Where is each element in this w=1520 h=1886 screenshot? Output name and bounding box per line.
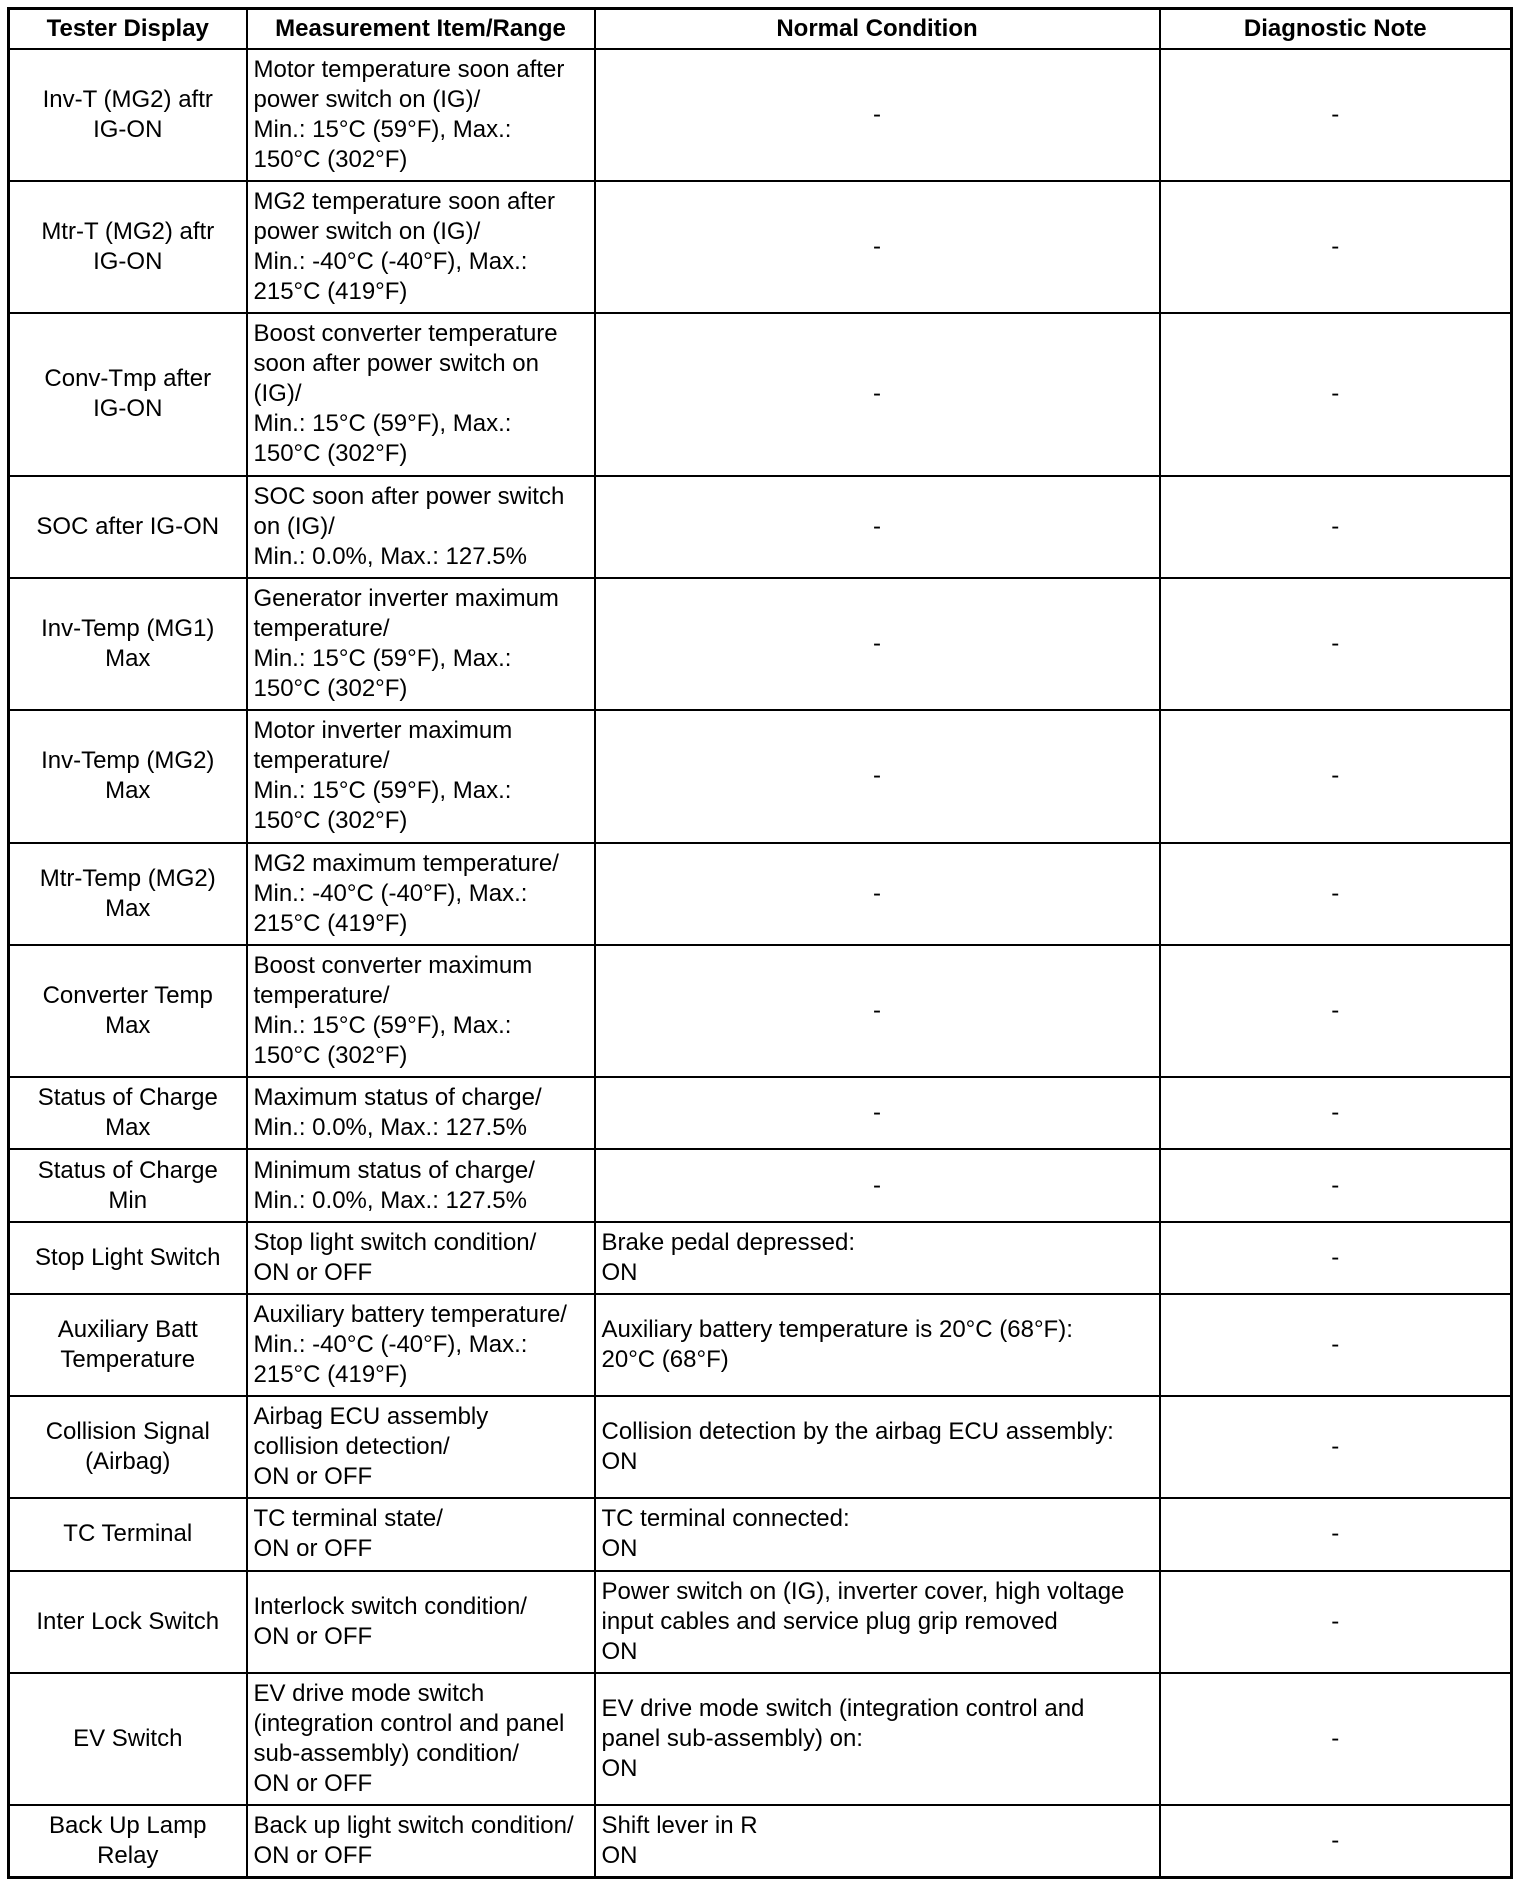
diagnostic-note-cell: [1160, 843, 1512, 945]
table-row: [9, 1077, 1512, 1149]
diagnostic-note-cell-text: -: [1331, 512, 1340, 540]
table-body: [9, 49, 1512, 1878]
diagnostic-note-cell: [1160, 476, 1512, 578]
diagnostic-note-cell: [1160, 1077, 1512, 1149]
table-row: [9, 1571, 1512, 1673]
normal-condition-cell-text: -: [873, 879, 881, 907]
diagnostic-note-cell-text: -: [1331, 762, 1340, 790]
measurement-cell-text: Motor temperature soon after power switch on (IG)/ Min.: 15°C (59°F), Max.: 150°C (302°F): [253, 55, 565, 173]
diagnostic-note-cell-text: -: [1331, 1724, 1340, 1752]
table-row: [9, 1222, 1512, 1294]
table-row: [9, 1294, 1512, 1396]
diagnostic-note-cell-text: -: [1331, 1099, 1340, 1127]
tester-display-cell: [9, 1294, 247, 1396]
header-tester-display: Tester Display: [9, 9, 247, 49]
tester-display-cell: [9, 1673, 247, 1805]
diagnostic-note-cell: [1160, 49, 1512, 181]
diagnostic-data-table: [7, 7, 1513, 1879]
table-row: [9, 1805, 1512, 1877]
table-row: [9, 49, 1512, 181]
measurement-cell: [247, 181, 595, 313]
tester-display-cell-text: Inv-Temp (MG2) Max: [41, 747, 215, 805]
measurement-cell-text: Stop light switch condition/ ON or OFF: [253, 1228, 537, 1286]
diagnostic-note-cell-text: -: [1331, 1171, 1340, 1199]
normal-condition-cell-text: -: [873, 512, 881, 540]
normal-condition-cell: [595, 1673, 1160, 1805]
tester-display-cell-text: Mtr-T (MG2) aftr IG-ON: [41, 218, 215, 276]
tester-display-cell-text: Stop Light Switch: [35, 1243, 221, 1271]
measurement-cell: [247, 1077, 595, 1149]
table-header-row: [9, 9, 1512, 49]
tester-display-cell-text: Mtr-Temp (MG2) Max: [39, 864, 216, 922]
table-row: [9, 1149, 1512, 1221]
diagnostic-note-cell-text: -: [1331, 630, 1340, 658]
normal-condition-cell: [595, 313, 1160, 475]
normal-condition-cell: [595, 710, 1160, 842]
measurement-cell-text: TC terminal state/ ON or OFF: [253, 1505, 443, 1563]
diagnostic-note-cell-text: -: [1331, 1433, 1340, 1461]
diagnostic-note-cell-text: -: [1331, 1607, 1340, 1635]
measurement-cell-text: Boost converter maximum temperature/ Min.: 15°C (59°F), Max.: 150°C (302°F): [253, 952, 533, 1070]
normal-condition-cell: [595, 843, 1160, 945]
normal-condition-cell: [595, 476, 1160, 578]
tester-display-cell: [9, 1805, 247, 1877]
normal-condition-cell-text: -: [873, 380, 881, 408]
measurement-cell-text: Interlock switch condition/ ON or OFF: [253, 1592, 527, 1650]
measurement-cell: [247, 313, 595, 475]
table-row: [9, 313, 1512, 475]
tester-display-cell-text: Back Up Lamp Relay: [49, 1812, 207, 1870]
measurement-cell-text: Motor inverter maximum temperature/ Min.: 15°C (59°F), Max.: 150°C (302°F): [253, 717, 513, 835]
measurement-cell: [247, 1149, 595, 1221]
tester-display-cell-text: SOC after IG-ON: [36, 512, 220, 540]
diagnostic-note-cell-text: -: [1331, 233, 1340, 261]
measurement-cell: [247, 1571, 595, 1673]
measurement-cell-text: Minimum status of charge/ Min.: 0.0%, Max.: 127.5%: [253, 1156, 535, 1214]
normal-condition-cell-text: Brake pedal depressed: ON: [601, 1228, 855, 1286]
tester-display-cell: [9, 1396, 247, 1498]
normal-condition-cell-text: Shift lever in R ON: [601, 1812, 758, 1870]
tester-display-cell: [9, 710, 247, 842]
diagnostic-note-cell-text: -: [1331, 380, 1340, 408]
normal-condition-cell: [595, 1805, 1160, 1877]
tester-display-cell-text: Status of Charge Min: [37, 1156, 218, 1214]
tester-display-cell-text: Inv-T (MG2) aftr IG-ON: [42, 85, 213, 143]
diagnostic-note-cell: [1160, 578, 1512, 710]
diagnostic-note-cell: [1160, 1149, 1512, 1221]
tester-display-cell-text: Inv-Temp (MG1) Max: [41, 615, 215, 673]
measurement-cell: [247, 1294, 595, 1396]
measurement-cell: [247, 945, 595, 1077]
normal-condition-cell: [595, 578, 1160, 710]
tester-display-cell: [9, 578, 247, 710]
tester-display-cell-text: Status of Charge Max: [37, 1084, 218, 1142]
tester-display-cell: [9, 476, 247, 578]
diagnostic-note-cell: [1160, 1222, 1512, 1294]
tester-display-cell-text: EV Switch: [73, 1724, 183, 1752]
normal-condition-cell-text: -: [873, 233, 881, 261]
normal-condition-cell-text: Auxiliary battery temperature is 20°C (68°F): 20°C (68°F): [601, 1315, 1073, 1373]
measurement-cell-text: Boost converter temperature soon after power switch on (IG)/ Min.: 15°C (59°F), Max.: 150°C (302°F): [253, 320, 558, 468]
table-row: [9, 945, 1512, 1077]
measurement-cell: [247, 1396, 595, 1498]
diagnostic-note-cell-text: -: [1331, 100, 1340, 128]
normal-condition-cell-text: -: [873, 762, 881, 790]
diagnostic-note-cell-text: -: [1331, 1520, 1340, 1548]
measurement-cell: [247, 49, 595, 181]
diagnostic-note-cell: [1160, 1805, 1512, 1877]
tester-display-cell-text: Collision Signal (Airbag): [45, 1418, 210, 1476]
normal-condition-cell: [595, 1149, 1160, 1221]
measurement-cell: [247, 1498, 595, 1570]
table-row: [9, 476, 1512, 578]
measurement-cell-text: MG2 temperature soon after power switch on (IG)/ Min.: -40°C (-40°F), Max.: 215°C (419°F): [253, 188, 555, 306]
measurement-cell-text: Back up light switch condition/ ON or OFF: [253, 1812, 574, 1870]
tester-display-cell: [9, 181, 247, 313]
diagnostic-note-cell: [1160, 1673, 1512, 1805]
table-row: [9, 710, 1512, 842]
measurement-cell-text: SOC soon after power switch on (IG)/ Min.: 0.0%, Max.: 127.5%: [253, 482, 565, 570]
table-row: [9, 1498, 1512, 1570]
table-row: [9, 1396, 1512, 1498]
tester-display-cell: [9, 49, 247, 181]
tester-display-cell: [9, 1149, 247, 1221]
tester-display-cell-text: Converter Temp Max: [42, 982, 213, 1040]
normal-condition-cell-text: Power switch on (IG), inverter cover, high voltage input cables and service plug grip removed ON: [601, 1577, 1125, 1665]
tester-display-cell: [9, 843, 247, 945]
tester-display-cell-text: TC Terminal: [63, 1520, 193, 1548]
diagnostic-note-cell: [1160, 313, 1512, 475]
normal-condition-cell-text: -: [873, 630, 881, 658]
measurement-cell-text: EV drive mode switch (integration control and panel sub-assembly) condition/ ON or OFF: [253, 1679, 565, 1797]
measurement-cell: [247, 578, 595, 710]
tester-display-cell-text: Auxiliary Batt Temperature: [57, 1315, 198, 1373]
normal-condition-cell: [595, 1498, 1160, 1570]
diagnostic-note-cell-text: -: [1331, 879, 1340, 907]
tester-display-cell-text: Conv-Tmp after IG-ON: [44, 365, 212, 423]
tester-display-cell: [9, 1077, 247, 1149]
tester-display-cell: [9, 1222, 247, 1294]
tester-display-cell-text: Inter Lock Switch: [36, 1607, 220, 1635]
measurement-cell: [247, 710, 595, 842]
diagnostic-note-cell-text: -: [1331, 1243, 1340, 1271]
diagnostic-note-cell: [1160, 710, 1512, 842]
diagnostic-note-cell-text: -: [1331, 1330, 1340, 1358]
measurement-cell: [247, 476, 595, 578]
measurement-cell-text: Auxiliary battery temperature/ Min.: -40°C (-40°F), Max.: 215°C (419°F): [253, 1300, 567, 1388]
header-normal-condition: Normal Condition: [595, 9, 1160, 49]
measurement-cell-text: Generator inverter maximum temperature/ Min.: 15°C (59°F), Max.: 150°C (302°F): [253, 585, 559, 703]
header-diagnostic-note: Diagnostic Note: [1160, 9, 1512, 49]
normal-condition-cell-text: TC terminal connected: ON: [601, 1505, 850, 1563]
normal-condition-cell: [595, 1222, 1160, 1294]
normal-condition-cell: [595, 945, 1160, 1077]
normal-condition-cell: [595, 1077, 1160, 1149]
measurement-cell: [247, 1222, 595, 1294]
diagnostic-note-cell: [1160, 181, 1512, 313]
normal-condition-cell: [595, 181, 1160, 313]
measurement-cell-text: Maximum status of charge/ Min.: 0.0%, Max.: 127.5%: [253, 1084, 542, 1142]
diagnostic-note-cell-text: -: [1331, 1827, 1340, 1855]
table-row: [9, 843, 1512, 945]
table-row: [9, 1673, 1512, 1805]
diagnostic-note-cell: [1160, 1294, 1512, 1396]
tester-display-cell: [9, 1571, 247, 1673]
header-measurement-item: Measurement Item/Range: [247, 9, 595, 49]
diagnostic-note-cell-text: -: [1331, 997, 1340, 1025]
table-row: [9, 181, 1512, 313]
normal-condition-cell-text: -: [873, 1171, 881, 1199]
normal-condition-cell-text: -: [873, 100, 881, 128]
diagnostic-note-cell: [1160, 1571, 1512, 1673]
diagnostic-note-cell: [1160, 945, 1512, 1077]
measurement-cell: [247, 1805, 595, 1877]
normal-condition-cell: [595, 49, 1160, 181]
tester-display-cell: [9, 945, 247, 1077]
normal-condition-cell-text: Collision detection by the airbag ECU assembly: ON: [601, 1418, 1114, 1476]
measurement-cell-text: MG2 maximum temperature/ Min.: -40°C (-40°F), Max.: 215°C (419°F): [253, 849, 559, 937]
measurement-cell: [247, 1673, 595, 1805]
normal-condition-cell: [595, 1396, 1160, 1498]
diagnostic-note-cell: [1160, 1396, 1512, 1498]
diagnostic-note-cell: [1160, 1498, 1512, 1570]
table-row: [9, 578, 1512, 710]
normal-condition-cell: [595, 1571, 1160, 1673]
normal-condition-cell-text: -: [873, 1099, 881, 1127]
tester-display-cell: [9, 1498, 247, 1570]
measurement-cell: [247, 843, 595, 945]
normal-condition-cell-text: -: [873, 997, 881, 1025]
tester-display-cell: [9, 313, 247, 475]
normal-condition-cell-text: EV drive mode switch (integration control and panel sub-assembly) on: ON: [601, 1694, 1085, 1782]
normal-condition-cell: [595, 1294, 1160, 1396]
measurement-cell-text: Airbag ECU assembly collision detection/ ON or OFF: [253, 1403, 489, 1491]
